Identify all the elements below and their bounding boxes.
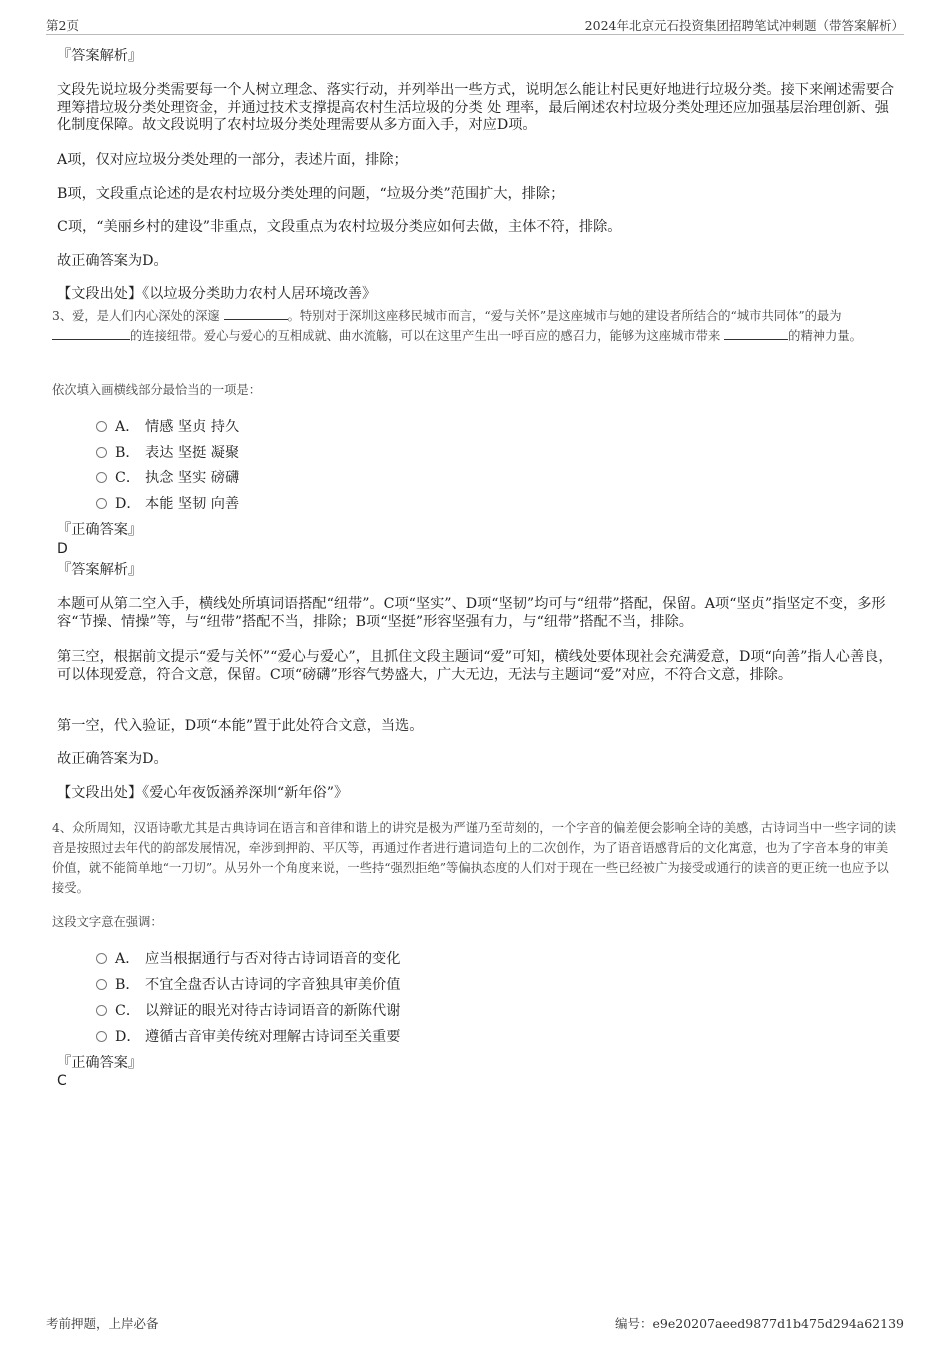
q3-source: 【文段出处】《爱心年夜饭涵养深圳“新年俗”》 [57, 785, 349, 801]
radio-icon[interactable] [96, 953, 107, 964]
q4-answer: C [57, 1073, 67, 1089]
q3-option-a[interactable]: A． 情感 坚贞 持久 [96, 416, 239, 436]
blank-line [724, 327, 788, 340]
q3-prompt: 依次填入画横线部分最恰当的一项是： [52, 383, 262, 397]
radio-icon[interactable] [96, 472, 107, 483]
page-header [46, 14, 904, 35]
radio-icon[interactable] [96, 1031, 107, 1042]
q4-answer-heading: 『正确答案』 [57, 1055, 143, 1071]
q3-option-c[interactable]: C． 执念 坚实 磅礴 [96, 467, 239, 487]
q2-source: 【文段出处】《以垃圾分类助力农村人居环境改善》 [57, 286, 377, 302]
radio-icon[interactable] [96, 979, 107, 990]
q3-answer-heading: 『正确答案』 [57, 522, 143, 538]
q4-option-d[interactable]: D． 遵循古音审美传统对理解古诗词至关重要 [96, 1026, 400, 1046]
q4-stem: 4、众所周知，汉语诗歌尤其是古典诗词在语言和音律和谐上的讲究是极为严谨乃至苛刻的，一个字音的偏差便会影响全诗的美感，古诗词当中一些字词的读音是按照过去年代的韵部发展情况，牵涉到押韵、平仄等，再通过作者进行遣词造句上的二次创作，为了语音语感背后的文化寓意，也为了字音本身的审美价值，就不能简单地“一刀切”。从另外一个角度来说，一些持“强烈拒绝”等偏执态度的人们对于现在一些已经被广为接受或通行的读音的更正统一也应予以接受。 [52, 821, 897, 895]
page-number: 第2页 [46, 18, 79, 33]
radio-icon[interactable] [96, 447, 107, 458]
page-footer [46, 1314, 904, 1334]
q3-analysis-paragraph-1: 本题可从第二空入手，横线处所填词语搭配“纽带”。C项“坚实”、D项“坚韧”均可与“纽带”搭配，保留。A项“坚贞”指坚定不变，多形容“节操、情操”等，与“纽带”搭配不当，排除；B项“坚挺”形容坚强有力，与“纽带”搭配不当，排除。 [57, 596, 886, 630]
q2-analysis-option-a: A项，仅对应垃圾分类处理的一部分，表述片面，排除； [57, 152, 408, 168]
radio-icon[interactable] [96, 421, 107, 432]
q4-option-c[interactable]: C． 以辩证的眼光对待古诗词语音的新陈代谢 [96, 1000, 400, 1020]
q2-analysis-option-b: B项，文段重点论述的是农村垃圾分类处理的问题，“垃圾分类”范围扩大，排除； [57, 186, 565, 202]
q3-option-d[interactable]: D． 本能 坚韧 向善 [96, 493, 239, 513]
q3-analysis-heading: 『答案解析』 [57, 562, 143, 578]
q2-analysis-option-c: C项，“美丽乡村的建设”非重点，文段重点为农村垃圾分类应如何去做，主体不符，排除。 [57, 219, 622, 235]
q3-stem: 3、爱，是人们内心深处的深邃 。特别对于深圳这座移民城市而言，“爱与关怀”是这座城市与她的建设者所结合的“城市共同体”的最为 的连接纽带。爱心与爱心的互相成就、曲水流觞，可以在这里产生出一呼百应的感召力，能够为这座城市带来 的精神力量。 [52, 309, 862, 343]
radio-icon[interactable] [96, 498, 107, 509]
blank-line [224, 307, 288, 320]
blank-line [52, 327, 130, 340]
q4-option-a[interactable]: A． 应当根据通行与否对待古诗词语音的变化 [96, 948, 400, 968]
footer-slogan: 考前押题，上岸必备 [46, 1316, 159, 1331]
q3-option-b[interactable]: B． 表达 坚挺 凝聚 [96, 442, 239, 462]
q2-conclusion: 故正确答案为D。 [57, 253, 168, 269]
q4-prompt: 这段文字意在强调： [52, 915, 163, 929]
q3-answer: D [57, 541, 68, 557]
q2-analysis-paragraph: 文段先说垃圾分类需要每一个人树立理念、落实行动，并列举出一些方式，说明怎么能让村民更好地进行垃圾分类。接下来阐述需要合理筹措垃圾分类处理资金，并通过技术支撑提高农村生活垃圾的分类 处 理率，最后阐述农村垃圾分类处理还应加强基层治理创新、强化制度保障。故文段说明了农村垃圾分类处理需要从多方面入手，对应D项。 [57, 82, 895, 133]
q3-conclusion: 故正确答案为D。 [57, 751, 168, 767]
radio-icon[interactable] [96, 1005, 107, 1016]
q3-analysis-paragraph-2: 第三空，根据前文提示“爱与关怀”“爱心与爱心”，且抓住文段主题词“爱”可知，横线处要体现社会充满爱意，D项“向善”指人心善良，可以体现爱意，符合文意，保留。C项“磅礴”形容气势盛大，广大无边，无法与主题词“爱”对应，不符合文意，排除。 [57, 649, 893, 683]
document-title: 2024年北京元石投资集团招聘笔试冲刺题（带答案解析） [584, 18, 904, 33]
q3-analysis-paragraph-3: 第一空，代入验证，D项“本能”置于此处符合文意，当选。 [57, 718, 424, 734]
document-id: 编号：e9e20207aeed9877d1b475d294a62139 [615, 1316, 904, 1331]
q4-option-b[interactable]: B． 不宜全盘否认古诗词的字音独具审美价值 [96, 974, 400, 994]
q2-analysis-heading: 『答案解析』 [57, 48, 143, 64]
